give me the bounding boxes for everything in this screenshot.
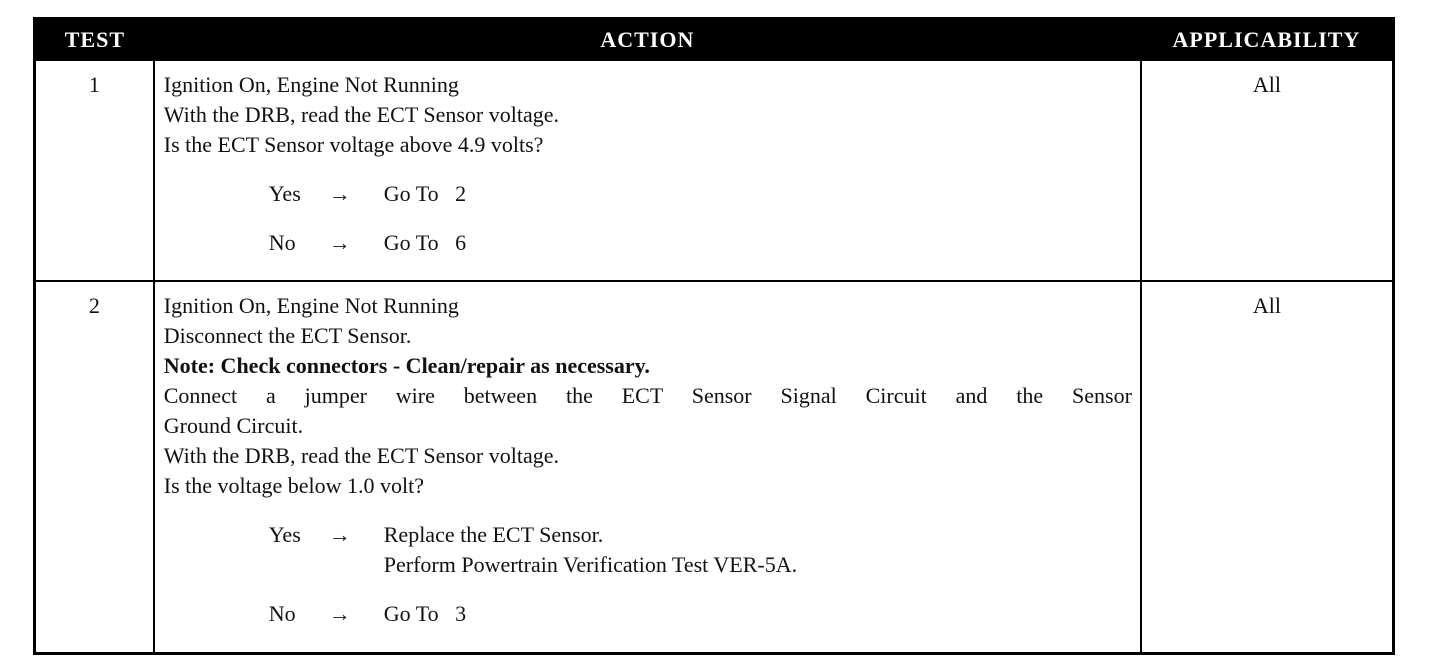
action-note: Note: Check connectors - Clean/repair as necessary.: [163, 353, 650, 378]
result-no: [269, 228, 1132, 258]
arrow-icon: →: [328, 522, 351, 547]
arrow-icon: →: [328, 230, 351, 255]
result-no: [269, 599, 1132, 629]
action-cell: [154, 281, 1141, 654]
result-key: Yes: [268, 522, 301, 547]
arrow-icon: →: [328, 601, 351, 626]
arrow-icon: →: [328, 181, 351, 206]
result-text: Replace the ECT Sensor.: [383, 522, 604, 547]
action-line: Is the voltage below 1.0 volt?: [163, 473, 425, 498]
diagnostic-test-table: [33, 17, 1395, 655]
result-yes: [269, 520, 1132, 580]
applicability-value: All: [1141, 60, 1394, 281]
table-row: [35, 281, 1394, 654]
action-line: Disconnect the ECT Sensor.: [163, 323, 412, 348]
action-cell: [154, 60, 1141, 281]
action-line: Ignition On, Engine Not Running: [163, 293, 459, 318]
action-line: Ground Circuit.: [163, 413, 304, 438]
action-line: With the DRB, read the ECT Sensor voltage.: [163, 443, 559, 468]
table-header-row: [35, 19, 1394, 61]
applicability-value: All: [1141, 281, 1394, 654]
table-row: [35, 60, 1394, 281]
action-line: Connect a jumper wire between the ECT Sensor Signal Circuit and the Sensor: [163, 383, 1132, 408]
test-number: 1: [35, 60, 154, 281]
action-line: With the DRB, read the ECT Sensor voltage.: [163, 102, 559, 127]
header-action: ACTION: [154, 19, 1141, 61]
result-key: Yes: [268, 181, 301, 206]
result-key: No: [268, 601, 296, 626]
result-text: Go To 3: [383, 601, 467, 626]
result-yes: [269, 179, 1132, 209]
result-text: Go To 2: [383, 181, 467, 206]
action-line: Is the ECT Sensor voltage above 4.9 volts?: [163, 132, 544, 157]
result-key: No: [268, 230, 296, 255]
header-test: TEST: [35, 19, 154, 61]
test-number: 2: [35, 281, 154, 654]
result-text: Perform Powertrain Verification Test VER-5A.: [383, 552, 798, 577]
result-text: Go To 6: [383, 230, 467, 255]
header-applicability: APPLICABILITY: [1141, 19, 1394, 61]
action-line: Ignition On, Engine Not Running: [163, 72, 459, 97]
